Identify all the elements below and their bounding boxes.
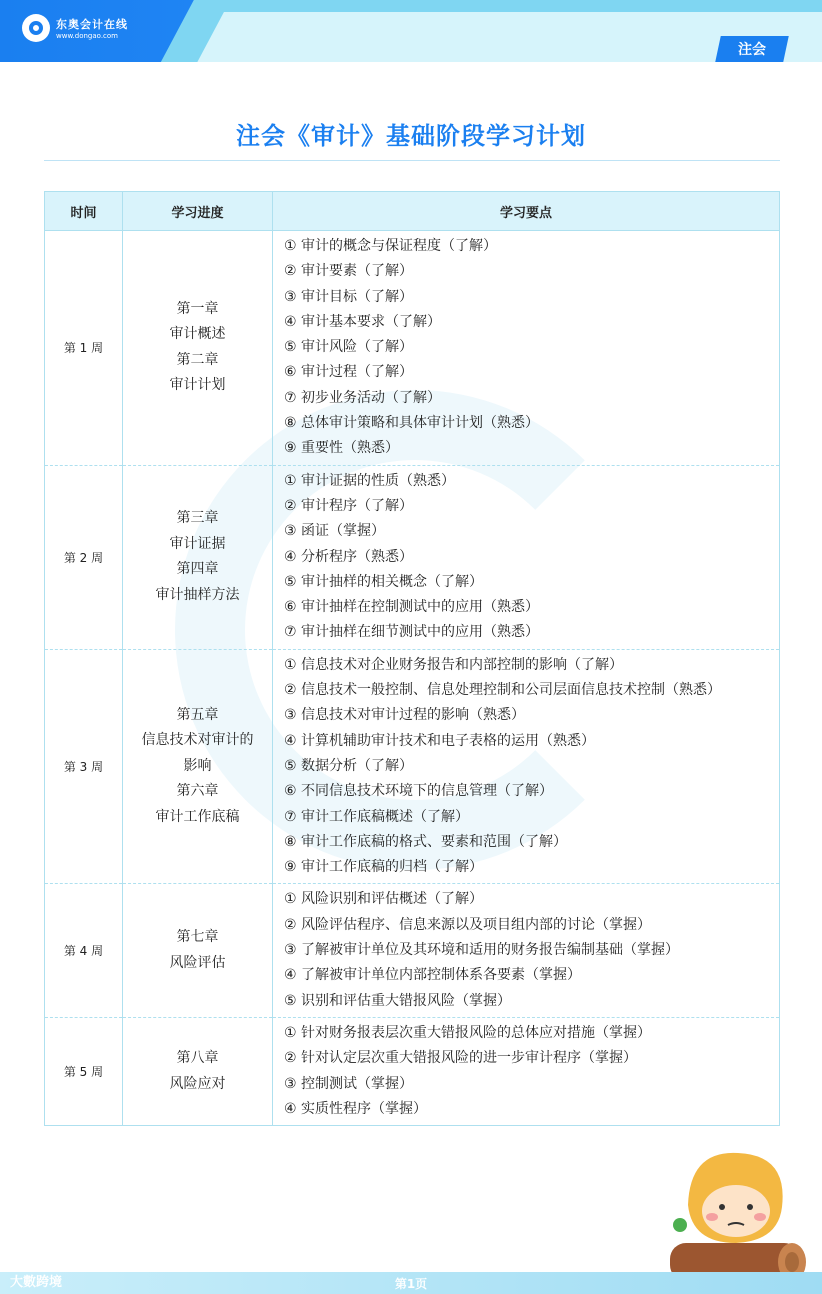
study-point: ④ 实质性程序（掌握） (284, 1100, 428, 1117)
logo-url: www.dongao.com (56, 32, 118, 40)
study-point: ① 针对财务报表层次重大错报风险的总体应对措施（掌握） (284, 1024, 651, 1041)
progress-line: 第四章 (176, 561, 219, 578)
table-row (45, 231, 780, 466)
corner-watermark: 大數跨境 (10, 1275, 63, 1290)
points-cell (273, 231, 780, 466)
progress-line: 第二章 (176, 351, 219, 368)
study-point: ⑥ 不同信息技术环境下的信息管理（了解） (284, 783, 553, 800)
progress-line: 风险应对 (169, 1075, 226, 1092)
progress-line: 影响 (183, 757, 212, 774)
progress-line: 审计工作底稿 (155, 808, 240, 825)
progress-line: 审计计划 (169, 377, 226, 394)
week-cell: 第 3 周 (45, 649, 123, 884)
study-point: ① 信息技术对企业财务报告和内部控制的影响（了解） (284, 656, 623, 673)
mascot-illustration (660, 1145, 810, 1290)
study-point: ⑧ 总体审计策略和具体审计计划（熟悉） (284, 415, 539, 432)
page-title: 注会《审计》基础阶段学习计划 (236, 122, 586, 150)
brand-logo (22, 14, 128, 42)
column-header-time: 时间 (45, 192, 123, 231)
study-point: ⑤ 识别和评估重大错报风险（掌握） (284, 992, 512, 1009)
study-point: ③ 控制测试（掌握） (284, 1075, 414, 1092)
progress-line: 第五章 (176, 706, 219, 723)
table-row (45, 465, 780, 649)
progress-line: 第一章 (176, 300, 219, 317)
progress-cell (123, 231, 273, 466)
progress-cell (123, 884, 273, 1017)
column-header-points: 学习要点 (273, 192, 780, 231)
table-row (45, 1017, 780, 1125)
study-plan-table (44, 191, 780, 1126)
table-header-row (45, 192, 780, 231)
study-point: ⑤ 审计抽样的相关概念（了解） (284, 573, 484, 590)
study-point: ④ 分析程序（熟悉） (284, 548, 414, 565)
progress-line: 风险评估 (169, 954, 226, 971)
study-point: ① 审计证据的性质（熟悉） (284, 472, 456, 489)
progress-line: 第六章 (176, 783, 219, 800)
study-point: ⑦ 审计抽样在细节测试中的应用（熟悉） (284, 624, 539, 641)
column-header-progress: 学习进度 (123, 192, 273, 231)
points-cell (273, 884, 780, 1017)
progress-cell (123, 1017, 273, 1125)
table-row (45, 884, 780, 1017)
progress-line: 审计概述 (169, 326, 226, 343)
progress-line: 审计抽样方法 (155, 586, 240, 603)
category-badge: 注会 (715, 36, 789, 62)
study-point: ⑤ 数据分析（了解） (284, 757, 414, 774)
progress-line: 第八章 (176, 1050, 219, 1066)
study-point: ⑦ 审计工作底稿概述（了解） (284, 808, 470, 825)
study-point: ⑥ 审计过程（了解） (284, 364, 414, 381)
study-point: ④ 了解被审计单位内部控制体系各要素（掌握） (284, 967, 581, 984)
study-point: ⑥ 审计抽样在控制测试中的应用（熟悉） (284, 599, 539, 616)
progress-line: 审计证据 (169, 535, 226, 552)
study-point: ⑧ 审计工作底稿的格式、要素和范围（了解） (284, 833, 567, 850)
study-point: ⑦ 初步业务活动（了解） (284, 389, 442, 406)
logo-name: 东奥会计在线 (56, 18, 128, 31)
week-cell: 第 4 周 (45, 884, 123, 1017)
study-point: ⑨ 重要性（熟悉） (284, 440, 400, 457)
points-cell (273, 1017, 780, 1125)
study-point: ② 审计要素（了解） (284, 263, 414, 280)
study-point: ④ 计算机辅助审计技术和电子表格的运用（熟悉） (284, 732, 595, 749)
study-point: ① 风险识别和评估概述（了解） (284, 891, 484, 908)
study-point: ③ 审计目标（了解） (284, 288, 414, 305)
week-cell: 第 1 周 (45, 231, 123, 466)
study-point: ④ 审计基本要求（了解） (284, 313, 442, 330)
study-point: ② 信息技术一般控制、信息处理控制和公司层面信息技术控制（熟悉） (284, 682, 721, 699)
study-point: ② 风险评估程序、信息来源以及项目组内部的讨论（掌握） (284, 916, 651, 933)
progress-line: 第七章 (176, 929, 219, 946)
study-point: ② 针对认定层次重大错报风险的进一步审计程序（掌握） (284, 1050, 637, 1067)
study-point: ① 审计的概念与保证程度（了解） (284, 238, 498, 254)
week-cell: 第 5 周 (45, 1017, 123, 1125)
study-point: ⑨ 审计工作底稿的归档（了解） (284, 859, 484, 876)
table-row (45, 649, 780, 884)
study-point: ② 审计程序（了解） (284, 497, 414, 514)
study-point: ⑤ 审计风险（了解） (284, 339, 414, 356)
points-cell (273, 465, 780, 649)
page-number: 第1页 (394, 1277, 428, 1291)
week-cell: 第 2 周 (45, 465, 123, 649)
progress-line: 信息技术对审计的 (141, 732, 254, 749)
progress-cell (123, 465, 273, 649)
study-point: ③ 信息技术对审计过程的影响（熟悉） (284, 707, 525, 724)
progress-cell (123, 649, 273, 884)
points-cell (273, 649, 780, 884)
study-point: ③ 函证（掌握） (284, 523, 386, 540)
study-point: ③ 了解被审计单位及其环境和适用的财务报告编制基础（掌握） (284, 942, 679, 959)
title-divider (44, 160, 780, 161)
logo-icon (22, 14, 50, 42)
progress-line: 第三章 (176, 510, 219, 527)
header-band (0, 0, 822, 62)
